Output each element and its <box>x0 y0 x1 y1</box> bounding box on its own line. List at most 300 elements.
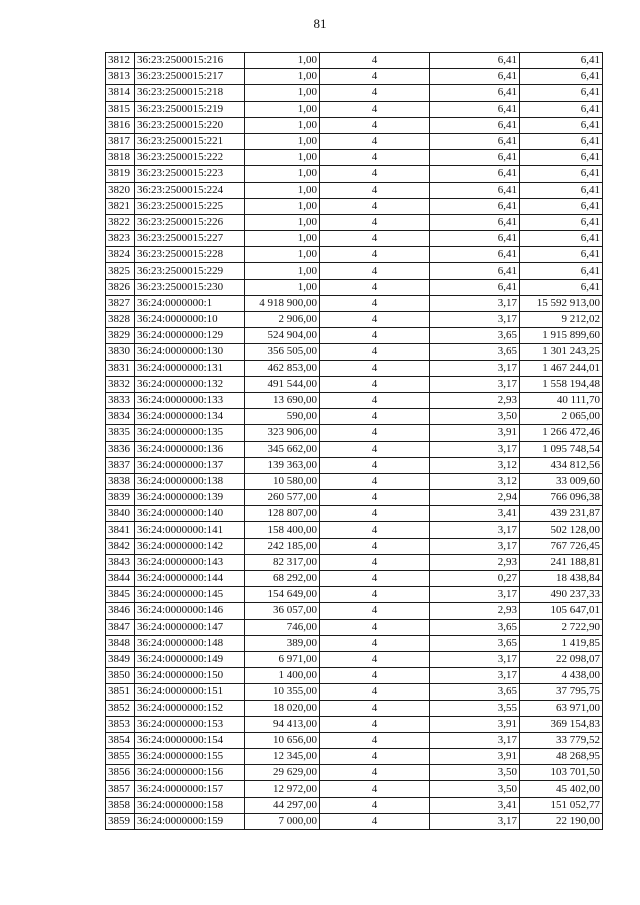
rate-cell: 3,91 <box>430 716 520 732</box>
table-row <box>106 441 603 457</box>
row-number-cell: 3830 <box>106 344 135 360</box>
category-cell: 4 <box>320 457 430 473</box>
cadastral-number-cell: 36:24:0000000:136 <box>135 441 245 457</box>
area-cell: 1,00 <box>245 279 320 295</box>
cadastral-number-cell: 36:23:2500015:228 <box>135 247 245 263</box>
rate-cell: 3,65 <box>430 619 520 635</box>
rate-cell: 6,41 <box>430 263 520 279</box>
cadastral-number-cell: 36:24:0000000:141 <box>135 522 245 538</box>
cadastral-value-cell: 1 095 748,54 <box>520 441 603 457</box>
cadastral-value-cell: 33 009,60 <box>520 473 603 489</box>
category-cell: 4 <box>320 182 430 198</box>
row-number-cell: 3850 <box>106 668 135 684</box>
row-number-cell: 3839 <box>106 490 135 506</box>
cadastral-value-cell: 6,41 <box>520 69 603 85</box>
category-cell: 4 <box>320 198 430 214</box>
cadastral-value-cell: 9 212,02 <box>520 312 603 328</box>
category-cell: 4 <box>320 668 430 684</box>
cadastral-value-cell: 4 438,00 <box>520 668 603 684</box>
cadastral-value-cell: 1 467 244,01 <box>520 360 603 376</box>
category-cell: 4 <box>320 295 430 311</box>
rate-cell: 3,55 <box>430 700 520 716</box>
cadastral-number-cell: 36:24:0000000:148 <box>135 635 245 651</box>
cadastral-value-cell: 1 266 472,46 <box>520 425 603 441</box>
rate-cell: 3,65 <box>430 635 520 651</box>
area-cell: 1,00 <box>245 166 320 182</box>
row-number-cell: 3840 <box>106 506 135 522</box>
area-cell: 1,00 <box>245 85 320 101</box>
rate-cell: 6,41 <box>430 69 520 85</box>
cadastral-value-cell: 6,41 <box>520 198 603 214</box>
row-number-cell: 3820 <box>106 182 135 198</box>
table-row <box>106 571 603 587</box>
table-row <box>106 700 603 716</box>
category-cell: 4 <box>320 279 430 295</box>
cadastral-number-cell: 36:23:2500015:226 <box>135 214 245 230</box>
table-row <box>106 651 603 667</box>
cadastral-number-cell: 36:24:0000000:142 <box>135 538 245 554</box>
row-number-cell: 3838 <box>106 473 135 489</box>
category-cell: 4 <box>320 441 430 457</box>
table-row <box>106 813 603 829</box>
row-number-cell: 3844 <box>106 571 135 587</box>
area-cell: 1,00 <box>245 117 320 133</box>
row-number-cell: 3828 <box>106 312 135 328</box>
cadastral-number-cell: 36:24:0000000:150 <box>135 668 245 684</box>
category-cell: 4 <box>320 700 430 716</box>
category-cell: 4 <box>320 490 430 506</box>
table-row <box>106 668 603 684</box>
table-row <box>106 684 603 700</box>
table-row <box>106 473 603 489</box>
row-number-cell: 3825 <box>106 263 135 279</box>
cadastral-value-cell: 37 795,75 <box>520 684 603 700</box>
table-row <box>106 457 603 473</box>
category-cell: 4 <box>320 781 430 797</box>
cadastral-value-cell: 2 065,00 <box>520 409 603 425</box>
rate-cell: 6,41 <box>430 231 520 247</box>
cadastral-number-cell: 36:24:0000000:129 <box>135 328 245 344</box>
cadastral-number-cell: 36:24:0000000:154 <box>135 732 245 748</box>
cadastral-value-cell: 6,41 <box>520 279 603 295</box>
category-cell: 4 <box>320 749 430 765</box>
cadastral-number-cell: 36:24:0000000:134 <box>135 409 245 425</box>
cadastral-value-cell: 40 111,70 <box>520 392 603 408</box>
table-row <box>106 133 603 149</box>
area-cell: 1,00 <box>245 69 320 85</box>
category-cell: 4 <box>320 409 430 425</box>
area-cell: 1,00 <box>245 182 320 198</box>
row-number-cell: 3848 <box>106 635 135 651</box>
category-cell: 4 <box>320 522 430 538</box>
area-cell: 154 649,00 <box>245 587 320 603</box>
cadastral-value-cell: 151 052,77 <box>520 797 603 813</box>
row-number-cell: 3856 <box>106 765 135 781</box>
table-row <box>106 765 603 781</box>
cadastral-number-cell: 36:23:2500015:227 <box>135 231 245 247</box>
cadastral-value-cell: 6,41 <box>520 182 603 198</box>
row-number-cell: 3832 <box>106 376 135 392</box>
table-row <box>106 247 603 263</box>
cadastral-value-cell: 434 812,56 <box>520 457 603 473</box>
rate-cell: 2,93 <box>430 603 520 619</box>
cadastral-number-cell: 36:23:2500015:219 <box>135 101 245 117</box>
row-number-cell: 3858 <box>106 797 135 813</box>
category-cell: 4 <box>320 214 430 230</box>
area-cell: 746,00 <box>245 619 320 635</box>
cadastral-number-cell: 36:24:0000000:156 <box>135 765 245 781</box>
table-row <box>106 53 603 69</box>
row-number-cell: 3854 <box>106 732 135 748</box>
rate-cell: 3,17 <box>430 813 520 829</box>
area-cell: 10 580,00 <box>245 473 320 489</box>
category-cell: 4 <box>320 117 430 133</box>
category-cell: 4 <box>320 554 430 570</box>
area-cell: 345 662,00 <box>245 441 320 457</box>
category-cell: 4 <box>320 101 430 117</box>
cadastral-value-cell: 6,41 <box>520 133 603 149</box>
category-cell: 4 <box>320 765 430 781</box>
rate-cell: 3,17 <box>430 668 520 684</box>
rate-cell: 2,93 <box>430 392 520 408</box>
registry-table <box>105 52 603 830</box>
cadastral-number-cell: 36:23:2500015:218 <box>135 85 245 101</box>
table-row <box>106 619 603 635</box>
cadastral-value-cell: 45 402,00 <box>520 781 603 797</box>
cadastral-number-cell: 36:23:2500015:217 <box>135 69 245 85</box>
cadastral-number-cell: 36:24:0000000:147 <box>135 619 245 635</box>
table-row <box>106 295 603 311</box>
category-cell: 4 <box>320 247 430 263</box>
category-cell: 4 <box>320 231 430 247</box>
area-cell: 1,00 <box>245 133 320 149</box>
cadastral-value-cell: 1 558 194,48 <box>520 376 603 392</box>
rate-cell: 3,17 <box>430 587 520 603</box>
row-number-cell: 3814 <box>106 85 135 101</box>
area-cell: 82 317,00 <box>245 554 320 570</box>
row-number-cell: 3822 <box>106 214 135 230</box>
area-cell: 389,00 <box>245 635 320 651</box>
cadastral-value-cell: 1 419,85 <box>520 635 603 651</box>
category-cell: 4 <box>320 635 430 651</box>
area-cell: 1,00 <box>245 247 320 263</box>
area-cell: 1,00 <box>245 198 320 214</box>
rate-cell: 3,17 <box>430 295 520 311</box>
row-number-cell: 3834 <box>106 409 135 425</box>
area-cell: 1,00 <box>245 101 320 117</box>
category-cell: 4 <box>320 506 430 522</box>
area-cell: 1,00 <box>245 214 320 230</box>
cadastral-number-cell: 36:24:0000000:144 <box>135 571 245 587</box>
cadastral-number-cell: 36:24:0000000:158 <box>135 797 245 813</box>
table-row <box>106 749 603 765</box>
cadastral-value-cell: 6,41 <box>520 117 603 133</box>
rate-cell: 3,12 <box>430 457 520 473</box>
cadastral-number-cell: 36:24:0000000:1 <box>135 295 245 311</box>
area-cell: 7 000,00 <box>245 813 320 829</box>
cadastral-number-cell: 36:24:0000000:151 <box>135 684 245 700</box>
rate-cell: 3,65 <box>430 344 520 360</box>
row-number-cell: 3836 <box>106 441 135 457</box>
area-cell: 18 020,00 <box>245 700 320 716</box>
row-number-cell: 3857 <box>106 781 135 797</box>
cadastral-value-cell: 502 128,00 <box>520 522 603 538</box>
category-cell: 4 <box>320 813 430 829</box>
area-cell: 242 185,00 <box>245 538 320 554</box>
cadastral-value-cell: 766 096,38 <box>520 490 603 506</box>
rate-cell: 6,41 <box>430 214 520 230</box>
table-row <box>106 231 603 247</box>
area-cell: 4 918 900,00 <box>245 295 320 311</box>
cadastral-value-cell: 63 971,00 <box>520 700 603 716</box>
category-cell: 4 <box>320 651 430 667</box>
row-number-cell: 3841 <box>106 522 135 538</box>
area-cell: 2 906,00 <box>245 312 320 328</box>
category-cell: 4 <box>320 619 430 635</box>
area-cell: 158 400,00 <box>245 522 320 538</box>
cadastral-number-cell: 36:23:2500015:229 <box>135 263 245 279</box>
category-cell: 4 <box>320 473 430 489</box>
rate-cell: 3,50 <box>430 781 520 797</box>
cadastral-number-cell: 36:23:2500015:221 <box>135 133 245 149</box>
rate-cell: 6,41 <box>430 182 520 198</box>
category-cell: 4 <box>320 53 430 69</box>
row-number-cell: 3812 <box>106 53 135 69</box>
area-cell: 590,00 <box>245 409 320 425</box>
rate-cell: 3,50 <box>430 765 520 781</box>
cadastral-value-cell: 1 915 899,60 <box>520 328 603 344</box>
table-row <box>106 409 603 425</box>
row-number-cell: 3846 <box>106 603 135 619</box>
row-number-cell: 3816 <box>106 117 135 133</box>
cadastral-value-cell: 1 301 243,25 <box>520 344 603 360</box>
cadastral-number-cell: 36:24:0000000:139 <box>135 490 245 506</box>
rate-cell: 2,93 <box>430 554 520 570</box>
category-cell: 4 <box>320 684 430 700</box>
rate-cell: 3,50 <box>430 409 520 425</box>
area-cell: 94 413,00 <box>245 716 320 732</box>
table-row <box>106 392 603 408</box>
cadastral-number-cell: 36:24:0000000:138 <box>135 473 245 489</box>
table-row <box>106 198 603 214</box>
table-row <box>106 716 603 732</box>
cadastral-value-cell: 22 098,07 <box>520 651 603 667</box>
row-number-cell: 3826 <box>106 279 135 295</box>
cadastral-number-cell: 36:24:0000000:137 <box>135 457 245 473</box>
cadastral-number-cell: 36:24:0000000:132 <box>135 376 245 392</box>
cadastral-number-cell: 36:24:0000000:157 <box>135 781 245 797</box>
rate-cell: 3,17 <box>430 732 520 748</box>
rate-cell: 6,41 <box>430 53 520 69</box>
table-row <box>106 344 603 360</box>
rate-cell: 2,94 <box>430 490 520 506</box>
rate-cell: 6,41 <box>430 117 520 133</box>
category-cell: 4 <box>320 538 430 554</box>
table-row <box>106 490 603 506</box>
table-row <box>106 425 603 441</box>
table-row <box>106 150 603 166</box>
rate-cell: 3,12 <box>430 473 520 489</box>
row-number-cell: 3821 <box>106 198 135 214</box>
area-cell: 10 656,00 <box>245 732 320 748</box>
row-number-cell: 3837 <box>106 457 135 473</box>
category-cell: 4 <box>320 732 430 748</box>
row-number-cell: 3829 <box>106 328 135 344</box>
row-number-cell: 3843 <box>106 554 135 570</box>
category-cell: 4 <box>320 85 430 101</box>
cadastral-value-cell: 490 237,33 <box>520 587 603 603</box>
rate-cell: 6,41 <box>430 247 520 263</box>
table-row <box>106 781 603 797</box>
rate-cell: 6,41 <box>430 150 520 166</box>
cadastral-number-cell: 36:24:0000000:143 <box>135 554 245 570</box>
cadastral-value-cell: 18 438,84 <box>520 571 603 587</box>
table-row <box>106 214 603 230</box>
row-number-cell: 3818 <box>106 150 135 166</box>
area-cell: 462 853,00 <box>245 360 320 376</box>
category-cell: 4 <box>320 425 430 441</box>
area-cell: 491 544,00 <box>245 376 320 392</box>
table-row <box>106 101 603 117</box>
row-number-cell: 3845 <box>106 587 135 603</box>
rate-cell: 3,17 <box>430 522 520 538</box>
category-cell: 4 <box>320 716 430 732</box>
row-number-cell: 3833 <box>106 392 135 408</box>
cadastral-value-cell: 6,41 <box>520 247 603 263</box>
rate-cell: 3,41 <box>430 797 520 813</box>
table-row <box>106 522 603 538</box>
rate-cell: 3,17 <box>430 312 520 328</box>
area-cell: 1,00 <box>245 53 320 69</box>
rate-cell: 6,41 <box>430 101 520 117</box>
category-cell: 4 <box>320 797 430 813</box>
row-number-cell: 3852 <box>106 700 135 716</box>
category-cell: 4 <box>320 571 430 587</box>
cadastral-number-cell: 36:23:2500015:230 <box>135 279 245 295</box>
table-row <box>106 797 603 813</box>
area-cell: 1,00 <box>245 231 320 247</box>
table-row <box>106 506 603 522</box>
cadastral-number-cell: 36:24:0000000:155 <box>135 749 245 765</box>
cadastral-value-cell: 6,41 <box>520 214 603 230</box>
cadastral-value-cell: 6,41 <box>520 231 603 247</box>
table-row <box>106 279 603 295</box>
category-cell: 4 <box>320 69 430 85</box>
cadastral-number-cell: 36:24:0000000:153 <box>135 716 245 732</box>
area-cell: 44 297,00 <box>245 797 320 813</box>
area-cell: 356 505,00 <box>245 344 320 360</box>
cadastral-number-cell: 36:24:0000000:130 <box>135 344 245 360</box>
table-row <box>106 182 603 198</box>
table-row <box>106 603 603 619</box>
area-cell: 68 292,00 <box>245 571 320 587</box>
cadastral-value-cell: 2 722,90 <box>520 619 603 635</box>
table-row <box>106 554 603 570</box>
area-cell: 12 972,00 <box>245 781 320 797</box>
table-row <box>106 117 603 133</box>
cadastral-number-cell: 36:23:2500015:224 <box>135 182 245 198</box>
rate-cell: 6,41 <box>430 166 520 182</box>
table-row <box>106 85 603 101</box>
cadastral-number-cell: 36:24:0000000:133 <box>135 392 245 408</box>
cadastral-value-cell: 6,41 <box>520 166 603 182</box>
table-row <box>106 360 603 376</box>
row-number-cell: 3849 <box>106 651 135 667</box>
area-cell: 1,00 <box>245 150 320 166</box>
cadastral-value-cell: 369 154,83 <box>520 716 603 732</box>
area-cell: 29 629,00 <box>245 765 320 781</box>
area-cell: 12 345,00 <box>245 749 320 765</box>
rate-cell: 3,17 <box>430 651 520 667</box>
area-cell: 13 690,00 <box>245 392 320 408</box>
cadastral-value-cell: 33 779,52 <box>520 732 603 748</box>
table-row <box>106 732 603 748</box>
category-cell: 4 <box>320 263 430 279</box>
area-cell: 36 057,00 <box>245 603 320 619</box>
row-number-cell: 3851 <box>106 684 135 700</box>
area-cell: 10 355,00 <box>245 684 320 700</box>
rate-cell: 3,91 <box>430 425 520 441</box>
cadastral-value-cell: 48 268,95 <box>520 749 603 765</box>
cadastral-number-cell: 36:24:0000000:159 <box>135 813 245 829</box>
table-row <box>106 166 603 182</box>
cadastral-number-cell: 36:24:0000000:131 <box>135 360 245 376</box>
category-cell: 4 <box>320 133 430 149</box>
area-cell: 260 577,00 <box>245 490 320 506</box>
cadastral-number-cell: 36:24:0000000:149 <box>135 651 245 667</box>
table-row <box>106 587 603 603</box>
rate-cell: 3,17 <box>430 376 520 392</box>
cadastral-number-cell: 36:24:0000000:146 <box>135 603 245 619</box>
cadastral-number-cell: 36:23:2500015:220 <box>135 117 245 133</box>
category-cell: 4 <box>320 328 430 344</box>
cadastral-value-cell: 15 592 913,00 <box>520 295 603 311</box>
area-cell: 6 971,00 <box>245 651 320 667</box>
cadastral-value-cell: 6,41 <box>520 263 603 279</box>
rate-cell: 3,17 <box>430 538 520 554</box>
cadastral-number-cell: 36:23:2500015:225 <box>135 198 245 214</box>
category-cell: 4 <box>320 587 430 603</box>
row-number-cell: 3827 <box>106 295 135 311</box>
row-number-cell: 3847 <box>106 619 135 635</box>
cadastral-value-cell: 6,41 <box>520 150 603 166</box>
category-cell: 4 <box>320 603 430 619</box>
row-number-cell: 3819 <box>106 166 135 182</box>
table-row <box>106 69 603 85</box>
table-row <box>106 312 603 328</box>
rate-cell: 6,41 <box>430 279 520 295</box>
rate-cell: 6,41 <box>430 198 520 214</box>
area-cell: 1 400,00 <box>245 668 320 684</box>
cadastral-number-cell: 36:23:2500015:223 <box>135 166 245 182</box>
row-number-cell: 3853 <box>106 716 135 732</box>
row-number-cell: 3817 <box>106 133 135 149</box>
rate-cell: 3,91 <box>430 749 520 765</box>
cadastral-value-cell: 439 231,87 <box>520 506 603 522</box>
cadastral-number-cell: 36:24:0000000:140 <box>135 506 245 522</box>
cadastral-value-cell: 6,41 <box>520 85 603 101</box>
area-cell: 139 363,00 <box>245 457 320 473</box>
row-number-cell: 3824 <box>106 247 135 263</box>
cadastral-value-cell: 241 188,81 <box>520 554 603 570</box>
category-cell: 4 <box>320 360 430 376</box>
table-row <box>106 376 603 392</box>
row-number-cell: 3835 <box>106 425 135 441</box>
row-number-cell: 3815 <box>106 101 135 117</box>
cadastral-number-cell: 36:24:0000000:145 <box>135 587 245 603</box>
rate-cell: 3,17 <box>430 441 520 457</box>
row-number-cell: 3813 <box>106 69 135 85</box>
